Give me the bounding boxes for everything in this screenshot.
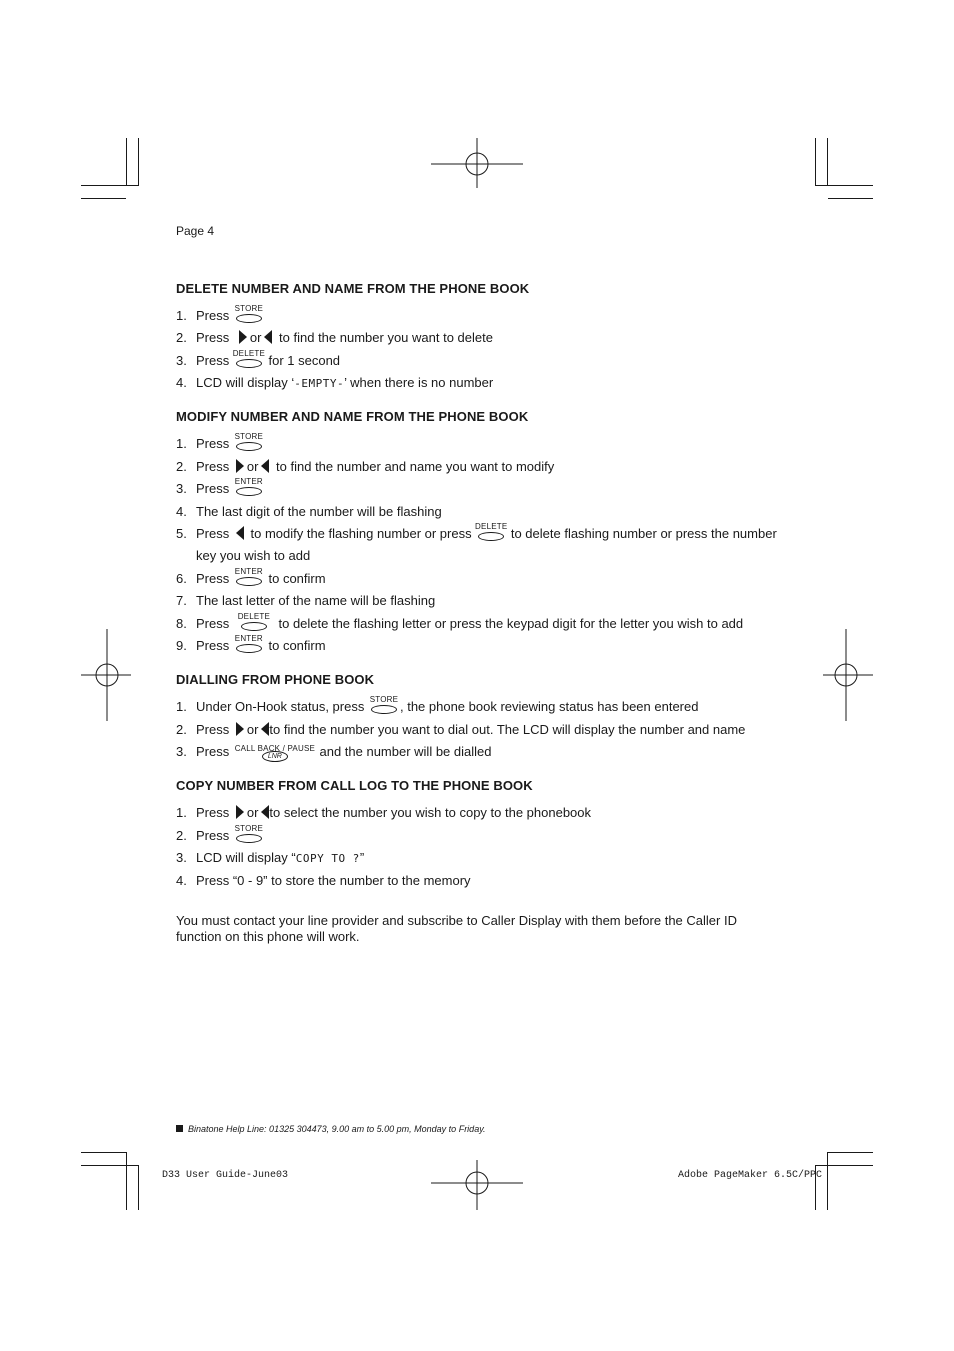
registration-mark-icon [823,629,873,721]
store-key-icon [234,304,264,323]
section-heading: COPY NUMBER FROM CALL LOG TO THE PHONE BOOK [176,778,533,793]
step-text: ” [359,850,365,865]
section-heading: MODIFY NUMBER AND NAME FROM THE PHONE BOOK [176,409,529,424]
list-item [176,349,341,369]
crop-mark [815,185,873,186]
step-text: to delete the flashing letter or press the keypad digit for the letter you wish to add [278,616,744,631]
delete-key-icon [237,612,271,631]
registration-mark-icon [431,1160,523,1210]
crop-mark [81,1152,127,1153]
step-number: 4. [176,375,187,390]
step-text: Press [196,616,230,631]
step-text: , the phone book reviewing status has been entered [399,699,699,714]
step-text: Press [196,308,230,323]
crop-mark [126,138,127,186]
step-number: 3. [176,481,187,496]
list-item [176,567,326,587]
step-text: Press “0 - 9” to store the number to the memory [196,873,471,888]
lcd-text: COPY TO ? [295,852,360,865]
list-item [176,477,265,497]
list-item [176,824,265,844]
step-number: 6. [176,571,187,586]
list-item [176,744,491,760]
step-number: 1. [176,436,187,451]
step-text: Press [196,353,230,368]
step-number: 2. [176,330,187,345]
delete-key-icon [475,522,508,541]
list-item [176,612,744,632]
step-number: 9. [176,638,187,653]
step-text: to find the number you want to delete [279,330,493,345]
step-text: LCD will display “ [196,850,296,865]
crop-mark [827,1152,828,1210]
list-item [176,432,265,452]
key-label: ENTER [234,634,263,643]
step-number: 2. [176,459,187,474]
step-text: Press [196,459,230,474]
crop-mark [815,138,816,186]
list-item [176,593,435,609]
crop-mark [81,185,139,186]
right-arrow-icon [236,459,244,473]
delete-key-icon [232,349,266,368]
key-label: STORE [234,824,264,833]
slug-right: Adobe PageMaker 6.5C/PPC [678,1170,823,1181]
step-number: 1. [176,699,187,714]
registration-mark-icon [431,138,523,188]
crop-mark [81,1165,139,1166]
step-text-continued: key you wish to add [196,548,311,563]
slug-left: D33 User Guide-June03 [162,1170,289,1181]
step-text: or [249,330,262,345]
crop-mark [138,1165,139,1210]
step-text: to modify the flashing number or press [250,526,472,541]
store-key-icon [234,432,264,451]
store-key-icon [369,695,399,714]
step-text: Under On-Hook status, press [196,699,365,714]
key-label: STORE [369,695,399,704]
step-text: Press [196,828,230,843]
section-heading: DELETE NUMBER AND NAME FROM THE PHONE BOOK [176,281,530,296]
list-item [176,504,442,520]
key-label: STORE [234,304,264,313]
step-number: 2. [176,828,187,843]
step-text: to confirm [268,638,326,653]
key-label: ENTER [234,477,263,486]
step-text: Press [196,330,230,345]
enter-key-icon [234,477,263,496]
step-text: or [246,722,259,737]
list-item [176,522,777,563]
step-number: 2. [176,722,187,737]
lcd-text: -EMPTY- [294,377,345,390]
step-number: 3. [176,744,187,759]
step-text: to find the number you want to dial out. The LCD will display the number and name [269,722,746,737]
key-label: DELETE [237,612,271,621]
step-text: Press [196,805,230,820]
key-label: DELETE [475,522,508,531]
crop-mark [126,1152,127,1210]
step-text: to find the number and name you want to modify [276,459,555,474]
step-number: 4. [176,873,187,888]
step-text: and the number will be dialled [319,744,492,759]
step-text: Press [196,638,230,653]
step-number: 4. [176,504,187,519]
step-text: to confirm [268,571,326,586]
step-text: LCD will display ‘ [196,375,295,390]
key-label: CALL BACK / PAUSE [234,744,316,753]
step-text: Press [196,481,230,496]
step-text: Press [196,436,230,451]
key-face-label: LNR [262,751,288,762]
step-text: Press [196,744,230,759]
list-item [176,375,493,392]
lnr-key-icon [234,744,316,760]
step-text: or [246,459,259,474]
caller-display-note: You must contact your line provider and subscribe to Caller Display with them before the Caller ID function on this phone will work. [176,913,737,944]
list-item [176,634,326,654]
registration-mark-icon [81,629,131,721]
step-number: 5. [176,526,187,541]
crop-mark [828,198,873,199]
step-text: The last letter of the name will be flashing [196,593,436,608]
crop-mark [81,198,126,199]
step-text: to select the number you wish to copy to the phonebook [269,805,592,820]
key-label: DELETE [232,349,266,358]
step-text: or [246,805,259,820]
key-label: STORE [234,432,264,441]
step-number: 3. [176,850,187,865]
step-text: to delete flashing number or press the number [510,526,777,541]
helpline-footer [176,1124,486,1134]
right-arrow-icon [236,722,244,736]
crop-mark [815,1165,873,1166]
step-number: 7. [176,593,187,608]
list-item [176,850,364,867]
store-key-icon [234,824,264,843]
list-item [176,459,554,475]
bullet-square-icon [176,1125,183,1132]
step-text: for 1 second [268,353,341,368]
step-text: ’ when there is no number [344,375,494,390]
crop-mark [827,138,828,186]
enter-key-icon [234,567,263,586]
step-text: Press [196,526,230,541]
left-arrow-icon [261,459,269,473]
crop-mark [138,138,139,186]
list-item [176,873,471,889]
left-arrow-icon [264,330,272,344]
step-text: Press [196,571,230,586]
crop-mark [827,1152,873,1153]
left-arrow-icon [236,526,244,540]
list-item [176,330,493,346]
page-number: Page 4 [176,224,215,238]
enter-key-icon [234,634,263,653]
right-arrow-icon [239,330,247,344]
list-item [176,304,265,324]
right-arrow-icon [236,805,244,819]
list-item [176,695,699,715]
list-item [176,722,745,738]
list-item [176,805,591,821]
helpline-text: Binatone Help Line: 01325 304473, 9.00 am to 5.00 pm, Monday to Friday. [188,1124,486,1134]
step-number: 1. [176,308,187,323]
step-number: 3. [176,353,187,368]
step-text: Press [196,722,230,737]
key-label: ENTER [234,567,263,576]
step-text: The last digit of the number will be flashing [196,504,442,519]
step-number: 1. [176,805,187,820]
step-number: 8. [176,616,187,631]
section-heading: DIALLING FROM PHONE BOOK [176,672,375,687]
